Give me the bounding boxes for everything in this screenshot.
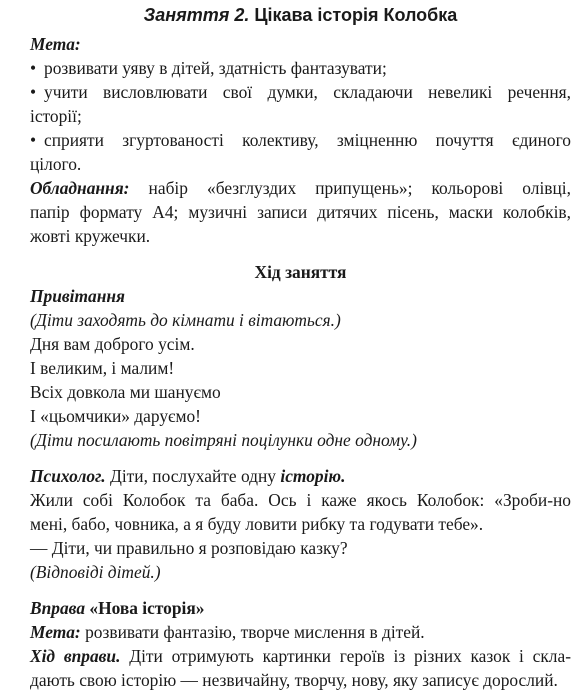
equipment-line: папір формату А4; музичні записи дитячих пісень, маски колобків, [30,202,571,222]
goal-item: • учити висловлювати свої думки, складаючи невеликі речення, [30,82,571,102]
exercise-course: Хід вправи. Діти отримують картинки героїв із різних казок і скла- [30,646,571,666]
equipment-label: Обладнання: [30,178,130,198]
psychologist-section [30,464,571,584]
equipment-section [30,176,571,248]
psychologist-label: Психолог. [30,466,106,486]
goal-item-continuation: цілого. [30,154,82,174]
bullet-icon: • [30,58,37,78]
stage-direction: (Відповіді дітей.) [30,562,161,582]
verse-line: Всіх довкола ми шануємо [30,382,221,402]
verse-line: І великим, і малим! [30,358,175,378]
stage-direction: (Діти посилають повітряні поцілунки одне одному.) [30,430,417,450]
story-line: мені, бабо, човника, а я буду ловити рибку та годувати тебе». [30,514,484,534]
psychologist-line: Психолог. Діти, послухайте одну історію. [30,466,346,486]
exercise-section [30,596,571,692]
stage-direction: (Діти заходять до кімнати і вітаються.) [30,310,341,330]
story-line: Жили собі Колобок та баба. Ось і каже якось Колобок: «Зроби-но [30,490,571,510]
goal-item: • сприяти згуртованості колективу, зміцненню почуття єдиного [30,130,571,150]
verse-line: І «цьомчики» даруємо! [30,406,201,426]
page-title [30,4,571,26]
equipment-line: жовті кружечки. [30,226,151,246]
goal-item-continuation: історії; [30,106,82,126]
exercise-label: Вправа [30,598,86,618]
equipment-line: Обладнання: набір «безглуздих припущень»; кольорові олівці, [30,178,571,198]
exercise-heading [30,596,571,620]
goals-label: Мета: [30,34,81,54]
exercise-course-continuation: дають свою історію — незвичайну, творчу, нову, яку записує дорослий. [30,670,558,690]
goals-section [30,32,571,176]
exercise-goal: Мета: розвивати фантазію, творче мислення в дітей. [30,622,425,642]
lesson-title: Цікава історія Колобка [254,5,458,25]
question-line: — Діти, чи правильно я розповідаю казку? [30,538,348,558]
lesson-number: Заняття 2. [143,5,250,25]
greeting-section [30,284,571,452]
greeting-label: Привітання [30,286,125,306]
lesson-heading: Хід заняття [254,262,347,282]
bullet-icon: • [30,82,37,102]
verse-line: Дня вам доброго усім. [30,334,195,354]
bullet-icon: • [30,130,37,150]
exercise-name: «Нова історія» [89,598,205,618]
goal-item: • розвивати уяву в дітей, здатність фантазувати; [30,58,387,78]
